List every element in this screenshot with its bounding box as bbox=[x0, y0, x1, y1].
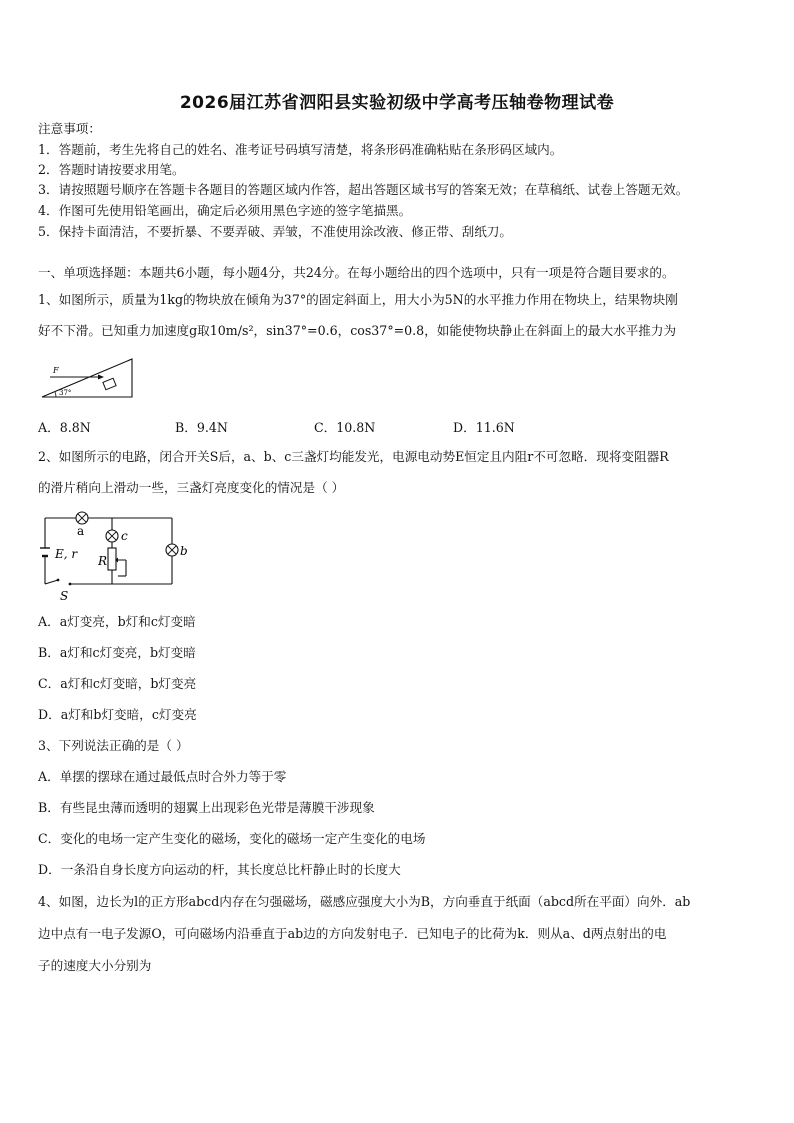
q3-option-b[interactable]: B．有些昆虫薄而透明的翅翼上出现彩色光带是薄膜干涉现象 bbox=[38, 800, 375, 815]
q2-option-a[interactable]: A．a灯变亮，b灯和c灯变暗 bbox=[38, 614, 196, 629]
lamp-c-label: c bbox=[121, 529, 128, 543]
section-heading: 一、单项选择题：本题共6小题，每小题4分，共24分。在每小题给出的四个选项中，只有一项是符合题目要求的。 bbox=[38, 265, 675, 280]
q3-option-a[interactable]: A．单摆的摆球在通过最低点时合外力等于零 bbox=[38, 769, 287, 784]
incline-triangle bbox=[42, 359, 132, 397]
notice-item: 5．保持卡面清洁，不要折暴、不要弄破、弄皱，不准使用涂改液、修正带、刮纸刀。 bbox=[38, 224, 512, 239]
q2-option-d[interactable]: D．a灯和b灯变暗，c灯变亮 bbox=[38, 707, 197, 722]
q2-circuit-figure bbox=[40, 508, 190, 604]
q1-incline-figure bbox=[40, 355, 135, 400]
switch-pivot bbox=[57, 579, 60, 582]
q3-option-d[interactable]: D．一条沿自身长度方向运动的杆，其长度总比杆静止时的长度大 bbox=[38, 862, 401, 877]
q4-stem-line1: 4、如图，边长为l的正方形abcd内存在匀强磁场，磁感应强度大小为B，方向垂直于纸面（abcd所在平面）向外．ab bbox=[38, 894, 691, 909]
page-title: 2026届江苏省泗阳县实验初级中学高考压轴卷物理试卷 bbox=[179, 93, 615, 113]
lamp-c-icon bbox=[106, 530, 118, 542]
lamp-b-label: b bbox=[180, 544, 188, 558]
q3-option-c[interactable]: C．变化的电场一定产生变化的磁场，变化的磁场一定产生变化的电场 bbox=[38, 831, 426, 846]
force-label: F bbox=[53, 366, 59, 375]
source-label: E, r bbox=[55, 547, 78, 561]
q1-options bbox=[38, 417, 738, 433]
notice-item: 3．请按照题号顺序在答题卡各题目的答题区域内作答，超出答题区域书写的答案无效；在草稿纸、试卷上答题无效。 bbox=[38, 182, 689, 197]
q2-option-b[interactable]: B．a灯和c灯变亮，b灯变暗 bbox=[38, 645, 196, 660]
switch-label: S bbox=[60, 589, 69, 603]
q1-option-c[interactable]: C．10.8N bbox=[314, 420, 376, 435]
lamp-a-label: a bbox=[77, 524, 85, 538]
q1-option-d[interactable]: D．11.6N bbox=[453, 420, 515, 435]
force-arrowhead bbox=[98, 375, 104, 380]
lamp-a-icon bbox=[76, 512, 88, 524]
notice-item: 4．作图可先使用铅笔画出，确定后必须用黑色字迹的签字笔描黑。 bbox=[38, 203, 412, 218]
notice-heading: 注意事项： bbox=[38, 121, 101, 136]
q1-stem-line2: 好不下滑。已知重力加速度g取10m/s²，sin37°=0.6，cos37°=0.8，如能使物块静止在斜面上的最大水平推力为 bbox=[38, 323, 677, 338]
angle-label: 37° bbox=[59, 389, 72, 397]
q1-option-a[interactable]: A．8.8N bbox=[38, 420, 91, 435]
q3-stem: 3、下列说法正确的是（ ） bbox=[38, 738, 189, 753]
notice-item: 2．答题时请按要求用笔。 bbox=[38, 162, 185, 177]
block-shape bbox=[103, 378, 116, 390]
q4-stem-line3: 子的速度大小分别为 bbox=[38, 958, 152, 973]
q2-stem-line2: 的滑片稍向上滑动一些，三盏灯亮度变化的情况是（ ） bbox=[38, 480, 345, 495]
q2-option-c[interactable]: C．a灯和c灯变暗，b灯变亮 bbox=[38, 676, 197, 691]
q1-stem-line1: 1、如图所示，质量为1kg的物块放在倾角为37°的固定斜面上，用大小为5N的水平推力作用在物块上，结果物块刚 bbox=[38, 292, 678, 307]
lamp-b-icon bbox=[166, 544, 178, 556]
q1-option-b[interactable]: B．9.4N bbox=[175, 420, 228, 435]
rheostat-label: R bbox=[98, 554, 108, 568]
notice-item: 1．答题前，考生先将自己的姓名、准考证号码填写清楚，将条形码准确粘贴在条形码区域内。 bbox=[38, 142, 563, 157]
rheostat-body bbox=[108, 548, 116, 570]
angle-arc bbox=[55, 392, 56, 397]
q4-stem-line2: 边中点有一电子发源O，可向磁场内沿垂直于ab边的方向发射电子．已知电子的比荷为k．则从a、d两点射出的电 bbox=[38, 926, 667, 941]
q2-stem-line1: 2、如图所示的电路，闭合开关S后，a、b、c三盏灯均能发光，电源电动势E恒定且内阻r不可忽略．现将变阻器R bbox=[38, 449, 669, 464]
switch-contact bbox=[69, 583, 72, 586]
